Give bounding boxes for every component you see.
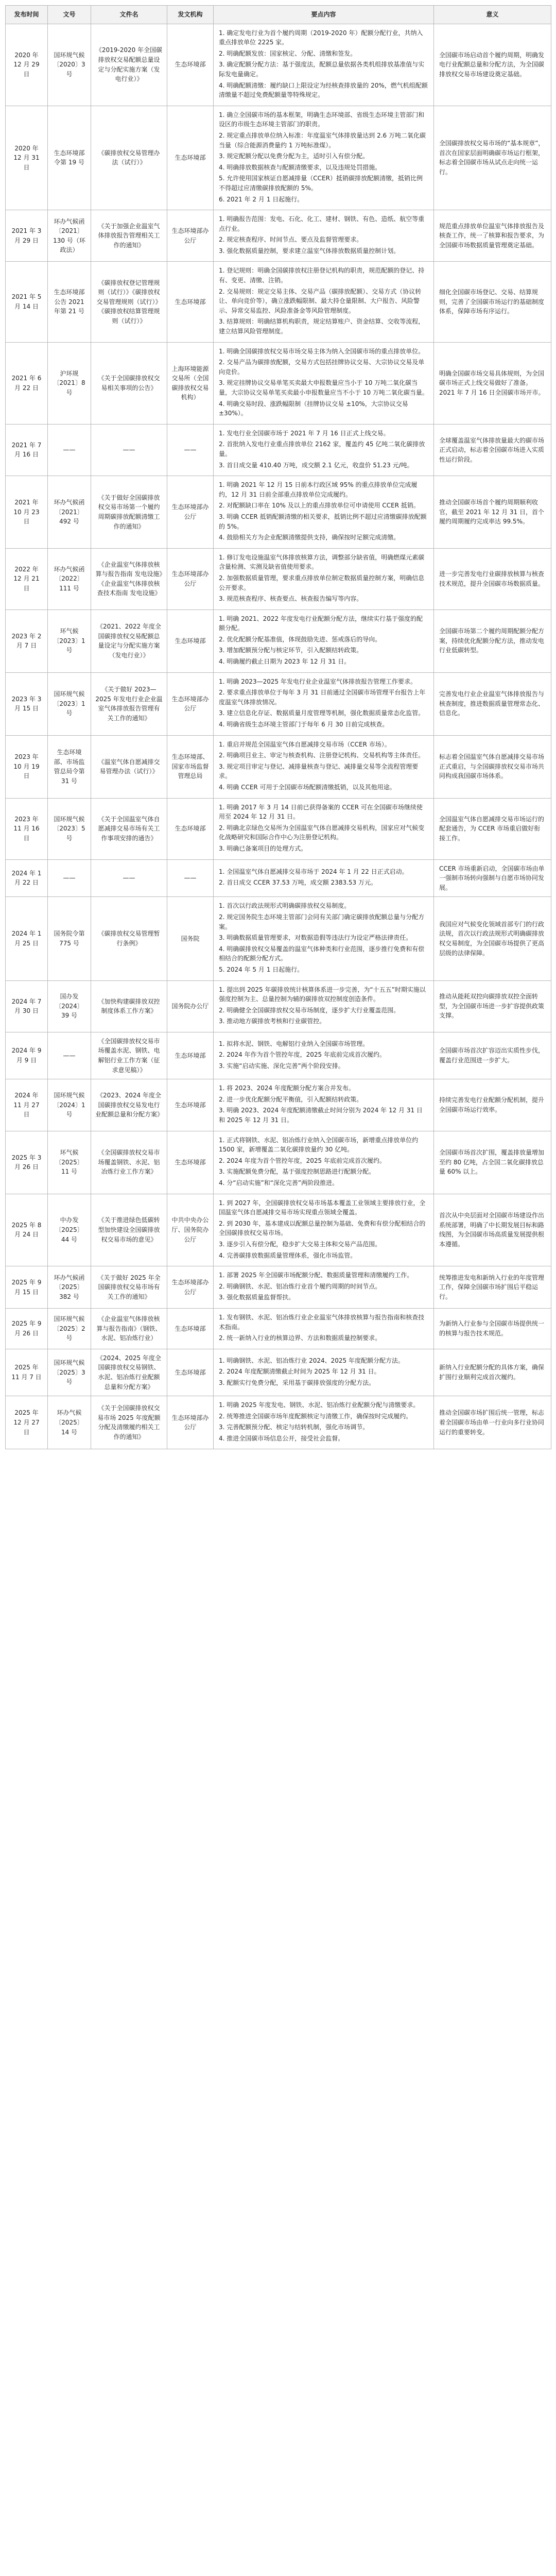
point-item: 1. 确立全国碳市场的基本框架，明确生态环境部、省级生态环境主管部门和设区的市级生态环境主管部门的职责。 [219, 111, 425, 128]
cell-points [214, 1266, 434, 1309]
point-item: 4. 明确交易时段、涨跌幅限制（挂牌协议交易 ±10%，大宗协议交易 ±30%）。 [219, 400, 408, 417]
header-date: 发布时间 [6, 6, 48, 24]
cell-date: 2025 年 8 月 24 日 [6, 1194, 48, 1266]
cell-org: 中共中央办公厅、国务院办公厅 [167, 1194, 214, 1266]
cell-points [214, 342, 434, 424]
cell-date: 2021 年 7 月 16 日 [6, 424, 48, 476]
cell-points [214, 672, 434, 735]
cell-org: 生态环境部 [167, 24, 214, 106]
cell-number: 环气候〔2025〕11 号 [48, 1131, 91, 1194]
point-item: 2. 交易规则：规定交易主体、交易产品（碳排放配额）、交易方式（协议转让、单向竞价等），确立涨跌幅限制、最大持仓量限制、大户报告、风险警示、异常交易监控、风险准备金等风险管理制度。 [219, 287, 422, 314]
cell-date: 2025 年 3 月 26 日 [6, 1131, 48, 1194]
cell-name: 《关于做好 2023—2025 年发电行业企业温室气体排放报告管理有关工作的通知》 [91, 672, 167, 735]
header-points: 要点内容 [214, 6, 434, 24]
cell-meaning: 统筹推进发电和新纳入行业的年度管理工作，保障全国碳市场扩围后平稳运行。 [434, 1266, 551, 1309]
cell-date: 2023 年 2 月 7 日 [6, 609, 48, 672]
point-item: 2. 规定重点排放单位纳入标准：年度温室气体排放量达到 2.6 万吨二氧化碳当量（综合能源消费量约 1 万吨标准煤）。 [219, 131, 426, 149]
table-row [6, 1396, 551, 1449]
cell-org: 生态环境部 [167, 1079, 214, 1131]
cell-meaning: 全国碳市场第二个履约周期配额分配方案，持续优化配额分配方法，推动发电行业低碳转型。 [434, 609, 551, 672]
header-meaning: 意义 [434, 6, 551, 24]
cell-number: 环办气候函〔2025〕382 号 [48, 1266, 91, 1309]
cell-number: 国务院令第 775 号 [48, 897, 91, 980]
cell-points [214, 980, 434, 1032]
cell-points [214, 1396, 434, 1449]
table-row [6, 672, 551, 735]
cell-org: 生态环境部 [167, 1349, 214, 1396]
cell-org: 生态环境部 [167, 1032, 214, 1079]
cell-meaning: 规范重点排放单位温室气体排放报告及核查工作，统一了核算和报告要求，为全国碳市场数据质量管理奠定基础。 [434, 210, 551, 262]
cell-date: 2025 年 11 月 7 日 [6, 1349, 48, 1396]
cell-points [214, 262, 434, 342]
policy-table-body [6, 24, 551, 1449]
point-item: 2. 统一新纳入行业的核算边界、方法和数据质量控制要求。 [219, 1334, 381, 1342]
cell-date: 2025 年 9 月 26 日 [6, 1308, 48, 1349]
cell-meaning: 推动从能耗双控向碳排放双控全面转型，为全国碳市场进一步扩容提供政策支撑。 [434, 980, 551, 1032]
point-item: 2. 明确北京绿色交易所为全国温室气体自愿减排交易机构，国家应对气候变化战略研究和国际合作中心为注册登记机构。 [219, 824, 425, 841]
cell-org: 生态环境部办公厅 [167, 672, 214, 735]
point-item: 2. 明确配额发放：国家核定、分配、清缴和签发。 [219, 49, 357, 57]
cell-org: 生态环境部办公厅 [167, 1266, 214, 1309]
cell-date: 2023 年 10 月 19 日 [6, 735, 48, 798]
point-item: 2. 规定国务院生态环境主管部门会同有关部门确定碳排放配额总量与分配方案。 [219, 913, 425, 930]
cell-number: —— [48, 1032, 91, 1079]
point-item: 4. 明确省级生态环境主管部门于每年 6 月 30 日前完成核查。 [219, 721, 389, 728]
cell-number: —— [48, 424, 91, 476]
point-item: 3. 强化数据质量监督帮扶。 [219, 1294, 295, 1301]
point-item: 2. 首批纳入发电行业重点排放单位 2162 家，覆盖约 45 亿吨二氧化碳排放量。 [219, 440, 425, 457]
point-item: 3. 实施配额免费分配，基于强度控制思路进行配额分配。 [219, 1168, 375, 1176]
cell-name: 《2023、2024 年度全国碳排放权交易发电行业配额总量和分配方案》 [91, 1079, 167, 1131]
point-item: 2. 加强数据质量管理，要求重点排放单位制定数据质量控制方案，明确信息公开要求。 [219, 574, 425, 591]
point-item: 2. 交易产品为碳排放配额，交易方式包括挂牌协议交易、大宗协议交易及单向竞价。 [219, 359, 425, 376]
cell-number: 环气候〔2023〕1 号 [48, 609, 91, 672]
point-item: 1. 登记规则：明确全国碳排放权注册登记机构的职责，规范配额的登记、持有、变更、清缴、注销。 [219, 267, 425, 284]
header-name: 文件名 [91, 6, 167, 24]
cell-points [214, 476, 434, 549]
cell-org: 生态环境部办公厅 [167, 1396, 214, 1449]
cell-points [214, 24, 434, 106]
point-item: 2. 明确项目业主、审定与核查机构、注册登记机构、交易机构等主体责任。 [219, 752, 425, 759]
cell-date: 2024 年 1 月 25 日 [6, 897, 48, 980]
cell-points [214, 897, 434, 980]
table-row [6, 1131, 551, 1194]
table-row [6, 342, 551, 424]
cell-meaning: 全球覆盖温室气体排放量最大的碳市场正式启动，标志着全国碳市场进入实质性运行阶段。 [434, 424, 551, 476]
table-row [6, 1194, 551, 1266]
point-item: 1. 明确钢铁、水泥、铝冶炼行业 2024、2025 年度配额分配方法。 [219, 1357, 404, 1364]
cell-number: 国环规气候〔2020〕3 号 [48, 24, 91, 106]
cell-number: 国环规气候〔2023〕1 号 [48, 672, 91, 735]
point-item: 1. 全国温室气体自愿减排交易市场于 2024 年 1 月 22 日正式启动。 [219, 868, 408, 875]
cell-points [214, 1194, 434, 1266]
point-item: 2. 规定核查程序、时间节点、要点及监督管理要求。 [219, 236, 363, 244]
cell-points [214, 1308, 434, 1349]
cell-meaning: 全国碳市场启动首个履约周期，明确发电行业配额总量和分配方法，为全国碳排放权交易市场建设奠定基础。 [434, 24, 551, 106]
point-item: 3. 确定配额分配方法：基于强度法，配额总量依据各类机组排放基准值与实际发电量确定。 [219, 61, 425, 78]
cell-number: 国环规气候〔2025〕2 号 [48, 1308, 91, 1349]
point-item: 3. 建立信息化存证、数据质量月度管理等机制，强化数据质量常态化监管。 [219, 709, 425, 717]
policy-table [5, 5, 551, 1449]
table-row [6, 210, 551, 262]
cell-meaning: 推动全国碳市场扩围后统一管理，标志着全国碳市场由单一行业向多行业协同运行的重要转变。 [434, 1396, 551, 1449]
cell-meaning: 首次从中央层面对全国碳市场建设作出系统部署，明确了中长期发展目标和路线图，为全国碳市场高质量发展提供根本遵循。 [434, 1194, 551, 1266]
point-item: 3. 规定配额分配以免费分配为主，适时引入有偿分配。 [219, 152, 369, 160]
cell-org: 生态环境部、国家市场监督管理总局 [167, 735, 214, 798]
point-item: 4. 明确碳排放权交易覆盖的温室气体种类和行业范围，逐步推行免费和有偿相结合的配额分配方式。 [219, 945, 425, 962]
point-item: 4. 鼓励相关方为企业配额清缴提供支持，确保按时足额完成清缴。 [219, 534, 400, 541]
cell-points [214, 735, 434, 798]
table-row [6, 1032, 551, 1079]
point-item: 3. 首日成交量 410.40 万吨，成交额 2.1 亿元，收盘价 51.23 元/吨。 [219, 461, 413, 469]
point-item: 5. 允许使用国家核证自愿减排量（CCER）抵销碳排放配额清缴，抵销比例不得超过应清缴碳排放配额的 5%。 [219, 175, 423, 192]
cell-name: 《关于做好全国碳排放权交易市场第一个履约周期碳排放配额清缴工作的通知》 [91, 476, 167, 549]
point-item: 4. 推进全国碳市场信息公开，接受社会监督。 [219, 1434, 344, 1442]
cell-number: 生态环境部、市场监管总局令第 31 号 [48, 735, 91, 798]
cell-number: —— [48, 859, 91, 897]
cell-meaning: 推动全国碳市场首个履约周期顺利收官，截至 2021 年 12 月 31 日，首个履约周期履约完成率达 99.5%。 [434, 476, 551, 549]
table-row [6, 1079, 551, 1131]
point-item: 1. 到 2027 年，全国碳排放权交易市场基本覆盖工业领域主要排放行业，全国温室气体自愿减排交易市场实现重点领域全覆盖。 [219, 1199, 426, 1216]
point-item: 3. 明确已备案项目的处理方式。 [219, 844, 307, 852]
point-item: 1. 正式将钢铁、水泥、铝冶炼行业纳入全国碳市场，新增重点排放单位约 1500 家，新增覆盖二氧化碳排放量约 30 亿吨。 [219, 1136, 419, 1154]
cell-org: —— [167, 859, 214, 897]
cell-org: 生态环境部办公厅 [167, 548, 214, 609]
point-item: 1. 拟将水泥、钢铁、电解铝行业纳入全国碳市场管理。 [219, 1040, 369, 1047]
cell-points [214, 548, 434, 609]
point-item: 1. 明确全国碳排放权交易市场交易主体为纳入全国碳市场的重点排放单位。 [219, 347, 425, 355]
cell-name: 《关于推进绿色低碳转型加快建设全国碳排放权交易市场的意见》 [91, 1194, 167, 1266]
cell-number: 环办气候函〔2021〕130 号（环政法） [48, 210, 91, 262]
table-row [6, 980, 551, 1032]
policy-table-wrapper [5, 5, 551, 1449]
cell-name: —— [91, 859, 167, 897]
cell-date: 2021 年 6 月 22 日 [6, 342, 48, 424]
cell-date: 2021 年 10 月 23 日 [6, 476, 48, 549]
point-item: 4. 明确配额清缴：履约缺口上限设定为经核查排放量的 20%，燃气机组配额清缴量不超过免费配额量等特殊规定。 [219, 81, 428, 99]
cell-name: 《企业温室气体排放核算与报告指南 发电设施》《企业温室气体排放核查技术指南 发电设施》 [91, 548, 167, 609]
header-row [6, 6, 551, 24]
cell-points [214, 424, 434, 476]
cell-date: 2024 年 11 月 27 日 [6, 1079, 48, 1131]
point-item: 2. 2024 年度配额清缴截止时间为 2025 年 12 月 31 日。 [219, 1368, 380, 1376]
cell-meaning: 标志着全国温室气体自愿减排交易市场正式重启，与全国碳排放权交易市场共同构成我国碳市场体系。 [434, 735, 551, 798]
cell-org: 国务院办公厅 [167, 980, 214, 1032]
point-item: 3. 实施“启动实施、深化完善”两个阶段安排。 [219, 1062, 344, 1070]
table-row [6, 476, 551, 549]
point-item: 4. 明确排放数据核查与配额清缴要求，以及违规处罚措施。 [219, 163, 381, 171]
point-item: 2. 明确健全全国碳排放权交易市场制度，逐步扩大行业覆盖范围。 [219, 1006, 400, 1014]
point-item: 3. 规范核查程序、核查要点、核查报告编写等内容。 [219, 595, 363, 603]
cell-name: 《加快构建碳排放双控制度体系工作方案》 [91, 980, 167, 1032]
table-row [6, 424, 551, 476]
point-item: 3. 规定挂牌协议交易单笔买卖最大申报数量应当小于 10 万吨二氧化碳当量，大宗协议交易单笔买卖最小申报数量应当不小于 10 万吨二氧化碳当量。 [219, 379, 428, 396]
point-item: 4. 分“启动实施”和“深化完善”两阶段推进。 [219, 1179, 339, 1187]
cell-name: —— [91, 424, 167, 476]
cell-number: 环办气候函〔2022〕111 号 [48, 548, 91, 609]
cell-date: 2023 年 3 月 15 日 [6, 672, 48, 735]
cell-meaning: 进一步完善发电行业碳排放核算与核查技术规范，提升全国碳市场数据质量。 [434, 548, 551, 609]
cell-name: 《碳排放权登记管理规则（试行）》《碳排放权交易管理规则（试行）》《碳排放权结算管理规则（试行）》 [91, 262, 167, 342]
point-item: 3. 逐步引入有偿分配，稳步扩大交易主体和交易产品范围。 [219, 1240, 381, 1248]
cell-org: 国务院 [167, 897, 214, 980]
cell-name: 《温室气体自愿减排交易管理办法（试行）》 [91, 735, 167, 798]
point-item: 3. 配额实行免费分配，采用基于碳排放强度的分配方法。 [219, 1379, 375, 1386]
cell-name: 《2024、2025 年度全国碳排放权交易钢铁、水泥、铝冶炼行业配额总量和分配方案》 [91, 1349, 167, 1396]
table-row [6, 1349, 551, 1396]
cell-points [214, 1349, 434, 1396]
cell-number: 环办气候函〔2021〕492 号 [48, 476, 91, 549]
table-row [6, 262, 551, 342]
cell-number: 中办发〔2025〕44 号 [48, 1194, 91, 1266]
point-item: 2. 对配额缺口率在 10% 及以上的重点排放单位可申请使用 CCER 抵销。 [219, 502, 420, 510]
point-item: 1. 明确 2023—2025 年发电行业企业温室气体排放报告管理工作要求。 [219, 677, 416, 685]
cell-name: 《关于加强企业温室气体排放报告管理相关工作的通知》 [91, 210, 167, 262]
cell-number: 生态环境部公告 2021 年第 21 号 [48, 262, 91, 342]
cell-org: 上海环境能源交易所（全国碳排放权交易机构） [167, 342, 214, 424]
cell-name: 《关于全国碳排放权交易相关事项的公告》 [91, 342, 167, 424]
table-row [6, 609, 551, 672]
cell-name: 《关于全国碳排放权交易市场 2025 年度配额分配及清缴履约相关工作的通知》 [91, 1396, 167, 1449]
point-item: 1. 首次以行政法规形式明确碳排放权交易制度。 [219, 902, 351, 910]
table-row [6, 735, 551, 798]
table-row [6, 548, 551, 609]
point-item: 2. 2024 年作为首个管控年度，2025 年底前完成首次履约。 [219, 1051, 386, 1059]
point-item: 1. 明确 2017 年 3 月 14 日前已获得备案的 CCER 可在全国碳市场继续使用至 2024 年 12 月 31 日。 [219, 803, 423, 821]
table-row [6, 798, 551, 859]
cell-date: 2020 年 12 月 29 日 [6, 24, 48, 106]
cell-date: 2020 年 12 月 31 日 [6, 106, 48, 210]
cell-name: 《全国碳排放权交易市场覆盖钢铁、水泥、铝冶炼行业工作方案》 [91, 1131, 167, 1194]
point-item: 1. 确定发电行业为首个履约周期（2019-2020 年）配额分配行业，共纳入重点排放单位 2225 家。 [219, 29, 423, 46]
cell-meaning: 全国碳市场首次扩容迈出实质性步伐，覆盖行业范围进一步扩大。 [434, 1032, 551, 1079]
point-item: 3. 规定项目审定与登记、减排量核查与登记、减排量交易等全流程管理要求。 [219, 762, 419, 780]
point-item: 2. 首日成交 CCER 37.53 万吨，成交额 2383.53 万元。 [219, 879, 377, 887]
cell-points [214, 210, 434, 262]
cell-date: 2025 年 9 月 15 日 [6, 1266, 48, 1309]
cell-org: 生态环境部 [167, 1131, 214, 1194]
table-row [6, 24, 551, 106]
point-item: 5. 2024 年 5 月 1 日起施行。 [219, 965, 304, 973]
point-item: 3. 推动地方碳排放考核和行业碳管控。 [219, 1018, 326, 1025]
table-row [6, 106, 551, 210]
cell-date: 2024 年 9 月 9 日 [6, 1032, 48, 1079]
table-row [6, 1266, 551, 1309]
point-item: 1. 明确 2025 年度发电、钢铁、水泥、铝冶炼行业配额分配与清缴要求。 [219, 1401, 420, 1409]
table-row [6, 1308, 551, 1349]
point-item: 2. 到 2030 年，基本建成以配额总量控制为基础、免费和有偿分配相结合的全国碳排放权交易市场。 [219, 1219, 426, 1237]
cell-org: —— [167, 424, 214, 476]
point-item: 3. 明确数据质量管理要求，对数据造假等违法行为设定严格法律责任。 [219, 934, 412, 942]
cell-date: 2024 年 7 月 30 日 [6, 980, 48, 1032]
cell-name: 《全国碳排放权交易市场覆盖水泥、钢铁、电解铝行业工作方案（征求意见稿）》 [91, 1032, 167, 1079]
cell-meaning: 为新纳入行业参与全国碳市场提供统一的核算与报告技术规范。 [434, 1308, 551, 1349]
point-item: 2. 2024 年度为首个管控年度，2025 年底前完成首次履约。 [219, 1157, 386, 1164]
point-item: 4. 明确履约截止日期为 2023 年 12 月 31 日。 [219, 658, 351, 666]
point-item: 1. 明确 2021、2022 年度发电行业配额分配方法，继续实行基于强度的配额分配。 [219, 615, 423, 632]
cell-date: 2025 年 12 月 27 日 [6, 1396, 48, 1449]
cell-meaning: 全国碳排放权交易市场的“基本规章”，首次在国家层面明确碳市场运行框架，标志着全国碳市场从试点走向统一运行。 [434, 106, 551, 210]
cell-name: 《关于做好 2025 年全国碳排放权交易市场有关工作的通知》 [91, 1266, 167, 1309]
cell-number: 环办气候〔2025〕14 号 [48, 1396, 91, 1449]
point-item: 3. 完善配额预分配、核定与结转机制，强化市场调节。 [219, 1423, 369, 1431]
cell-meaning: 全国碳市场首次扩围，覆盖排放量增加至约 80 亿吨，占全国二氧化碳排放总量 60% 以上。 [434, 1131, 551, 1194]
cell-meaning: CCER 市场重新启动，全国碳市场由单一强制市场转向强制与自愿市场协同发展。 [434, 859, 551, 897]
cell-points [214, 106, 434, 210]
cell-meaning: 全国温室气体自愿减排交易市场运行的配套通告，为 CCER 市场重启做好衔接工作。 [434, 798, 551, 859]
cell-org: 生态环境部办公厅 [167, 210, 214, 262]
cell-name: 《2019-2020 年全国碳排放权交易配额总量设定与分配实施方案（发电行业）》 [91, 24, 167, 106]
point-item: 2. 统筹推进全国碳市场年度配额核定与清缴工作，确保按时完成履约。 [219, 1412, 412, 1420]
cell-date: 2024 年 1 月 22 日 [6, 859, 48, 897]
point-item: 3. 明确 CCER 抵销配额清缴的相关要求，抵销比例不超过应清缴碳排放配额的 5%。 [219, 513, 427, 530]
point-item: 2. 要求重点排放单位于每年 3 月 31 日前通过全国碳市场管理平台报告上年度温室气体排放情况。 [219, 689, 426, 706]
point-item: 1. 重启并规范全国温室气体自愿减排交易市场（CCER 市场）。 [219, 740, 391, 748]
point-item: 3. 强化数据质量控制，要求建立温室气体排放数据质量控制计划。 [219, 247, 400, 255]
point-item: 2. 优化配额分配基准值，体现鼓励先进、惩戒落后的导向。 [219, 635, 381, 643]
cell-org: 生态环境部 [167, 798, 214, 859]
cell-date: 2023 年 11 月 16 日 [6, 798, 48, 859]
cell-meaning: 完善发电行业企业温室气体排放报告与核查制度，推进数据质量管理常态化、信息化。 [434, 672, 551, 735]
cell-points [214, 609, 434, 672]
cell-name: 《碳排放权交易管理办法（试行）》 [91, 106, 167, 210]
point-item: 1. 发电行业全国碳市场于 2021 年 7 月 16 日正式上线交易。 [219, 429, 390, 437]
point-item: 1. 提出到 2025 年碳排放统计核算体系进一步完善，为“十五五”时期实施以强度控制为主、总量控制为辅的碳排放双控制度创造条件。 [219, 986, 426, 1003]
cell-points [214, 1079, 434, 1131]
cell-name: 《碳排放权交易管理暂行条例》 [91, 897, 167, 980]
header-number: 文号 [48, 6, 91, 24]
cell-meaning: 细化全国碳市场登记、交易、结算规则，完善了全国碳市场运行的基础制度体系，保障市场有序运行。 [434, 262, 551, 342]
point-item: 3. 结算规则：明确结算机构职责，规定结算账户、资金结算、交收等流程，建立结算风险管理制度。 [219, 318, 425, 335]
point-item: 3. 增加配额预分配与核定环节，引入配额结转政策。 [219, 647, 363, 654]
cell-number: 沪环规〔2021〕8 号 [48, 342, 91, 424]
cell-org: 生态环境部 [167, 262, 214, 342]
point-item: 1. 修订发电设施温室气体排放核算方法，调整部分缺省值，明确燃煤元素碳含量检测、实测及缺省值使用要求。 [219, 553, 425, 571]
point-item: 4. 明确 CCER 可用于全国碳市场配额清缴抵销，以及其他用途。 [219, 784, 396, 791]
header-org: 发文机构 [167, 6, 214, 24]
cell-org: 生态环境部 [167, 106, 214, 210]
point-item: 4. 完善碳排放数据质量管理体系，强化市场监管。 [219, 1251, 357, 1259]
cell-meaning: 持续完善发电行业配额分配机制，提升全国碳市场运行效率。 [434, 1079, 551, 1131]
point-item: 1. 部署 2025 年全国碳市场配额分配、数据质量管理和清缴履约工作。 [219, 1272, 413, 1279]
cell-org: 生态环境部 [167, 609, 214, 672]
cell-name: 《企业温室气体排放核算与报告指南》（钢铁、水泥、铝冶炼行业） [91, 1308, 167, 1349]
cell-org: 生态环境部办公厅 [167, 476, 214, 549]
cell-org: 生态环境部 [167, 1308, 214, 1349]
point-item: 6. 2021 年 2 月 1 日起施行。 [219, 195, 304, 203]
cell-number: 国环规气候〔2023〕5 号 [48, 798, 91, 859]
cell-date: 2022 年 12 月 21 日 [6, 548, 48, 609]
cell-meaning: 我国应对气候变化领域首部专门的行政法规，首次以行政法规形式明确碳排放权交易制度，为全国碳市场提供了更高层级的法律保障。 [434, 897, 551, 980]
table-row [6, 897, 551, 980]
cell-number: 国环规气候〔2024〕1 号 [48, 1079, 91, 1131]
cell-name: 《2021、2022 年度全国碳排放权交易配额总量设定与分配实施方案（发电行业）》 [91, 609, 167, 672]
cell-name: 《关于全国温室气体自愿减排交易市场有关工作事项安排的通告》 [91, 798, 167, 859]
cell-points [214, 798, 434, 859]
point-item: 1. 将 2023、2024 年度配额分配方案合并发布。 [219, 1084, 355, 1092]
point-item: 1. 明确报告范围：发电、石化、化工、建材、钢铁、有色、造纸、航空等重点行业。 [219, 215, 425, 232]
point-item: 1. 明确 2021 年 12 月 15 日前本行政区域 95% 的重点排放单位完成履约，12 月 31 日前全部重点排放单位完成履约。 [219, 481, 418, 498]
cell-date: 2021 年 5 月 14 日 [6, 262, 48, 342]
cell-meaning: 明确全国碳市场交易具体规则，为全国碳市场正式上线交易做好了准备。2021 年 7 月 16 日全国碳市场开市。 [434, 342, 551, 424]
table-row [6, 859, 551, 897]
cell-points [214, 859, 434, 897]
cell-meaning: 新纳入行业配额分配的具体方案，确保扩围行业顺利完成首次履约。 [434, 1349, 551, 1396]
cell-points [214, 1131, 434, 1194]
cell-number: 国办发〔2024〕39 号 [48, 980, 91, 1032]
cell-points [214, 1032, 434, 1079]
point-item: 3. 明确 2023、2024 年度配额清缴截止时间分别为 2024 年 12 月 31 日和 2025 年 12 月 31 日。 [219, 1107, 423, 1124]
point-item: 1. 发布钢铁、水泥、铝冶炼行业企业温室气体排放核算与报告指南和核查技术指南。 [219, 1313, 425, 1331]
cell-number: 国环规气候〔2025〕3 号 [48, 1349, 91, 1396]
cell-date: 2021 年 3 月 29 日 [6, 210, 48, 262]
cell-number: 生态环境部令第 19 号 [48, 106, 91, 210]
point-item: 2. 明确钢铁、水泥、铝冶炼行业首个履约周期的时间节点。 [219, 1282, 381, 1290]
point-item: 2. 进一步优化配额分配平衡值，引入配额结转政策。 [219, 1095, 363, 1103]
